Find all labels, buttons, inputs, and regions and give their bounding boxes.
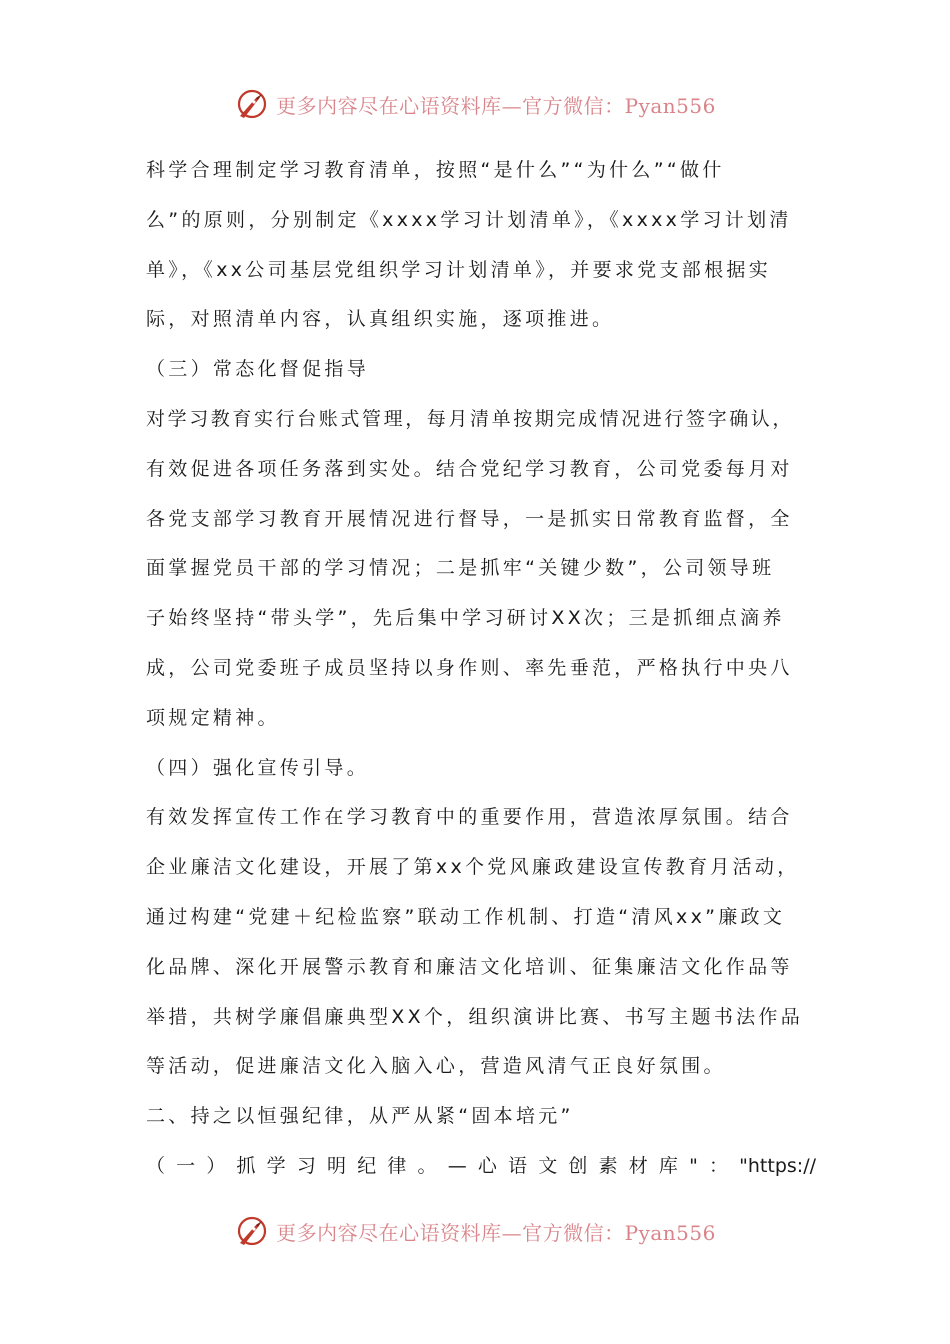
pen-nib-logo-icon (234, 1213, 270, 1249)
body-line-2: 么”的原则，分别制定《xxxx学习计划清单》，《xxxx学习计划清 (146, 208, 792, 231)
pen-nib-logo-icon (234, 86, 270, 122)
document-body (146, 150, 816, 1196)
chapter-heading-2: 二、持之以恒强纪律，从严从紧“固本培元” (146, 1105, 574, 1128)
body-line-1: 科学合理制定学习教育清单，按照“是什么”“为什么”“做什 (146, 159, 725, 181)
body-line-15: 企业廉洁文化建设，开展了第xx个党风廉政建设宣传教育月活动， (146, 856, 800, 879)
watermark-text: 更多内容尽在心语资料库—官方微信：Pyan556 (276, 1220, 716, 1245)
section-heading-3: （三）常态化督促指导 (146, 358, 370, 381)
body-line-16: 通过构建“党建＋纪检监察”联动工作机制、打造“清风xx”廉政文 (146, 905, 786, 928)
body-line-10: 子始终坚持“带头学”，先后集中学习研讨XX次；三是抓细点滴养 (146, 607, 785, 630)
sub-heading-1: （一）抓学习明纪律。—心语文创素材库"："https:// (146, 1154, 816, 1177)
section-heading-4: （四）强化宣传引导。 (146, 756, 370, 779)
body-line-7: 有效促进各项任务落到实处。结合党纪学习教育，公司党委每月对 (146, 457, 793, 480)
body-line-11: 成，公司党委班子成员坚持以身作则、率先垂范，严格执行中央八 (146, 656, 793, 679)
body-line-18: 举措，共树学廉倡廉典型XX个，组织演讲比赛、书写主题书法作品 (146, 1005, 804, 1028)
body-line-12: 项规定精神。 (146, 706, 280, 729)
body-line-17: 化品牌、深化开展警示教育和廉洁文化培训、征集廉洁文化作品等 (146, 955, 793, 978)
bottom-watermark-banner (0, 1211, 950, 1251)
top-watermark-banner (0, 84, 950, 124)
body-line-6: 对学习教育实行台账式管理，每月清单按期完成情况进行签字确认， (146, 407, 795, 430)
body-line-3: 单》，《xx公司基层党组织学习计划清单》，并要求党支部根据实 (146, 258, 771, 281)
body-line-19: 等活动，促进廉洁文化入脑入心，营造风清气正良好氛围。 (146, 1055, 726, 1078)
watermark-text: 更多内容尽在心语资料库—官方微信：Pyan556 (276, 93, 716, 118)
body-line-9: 面掌握党员干部的学习情况；二是抓牢“关键少数”，公司领导班 (146, 557, 775, 580)
body-line-4: 际，对照清单内容，认真组织实施，逐项推进。 (146, 308, 615, 331)
body-line-14: 有效发挥宣传工作在学习教育中的重要作用，营造浓厚氛围。结合 (146, 806, 793, 829)
body-line-8: 各党支部学习教育开展情况进行督导，一是抓实日常教育监督，全 (146, 507, 793, 530)
